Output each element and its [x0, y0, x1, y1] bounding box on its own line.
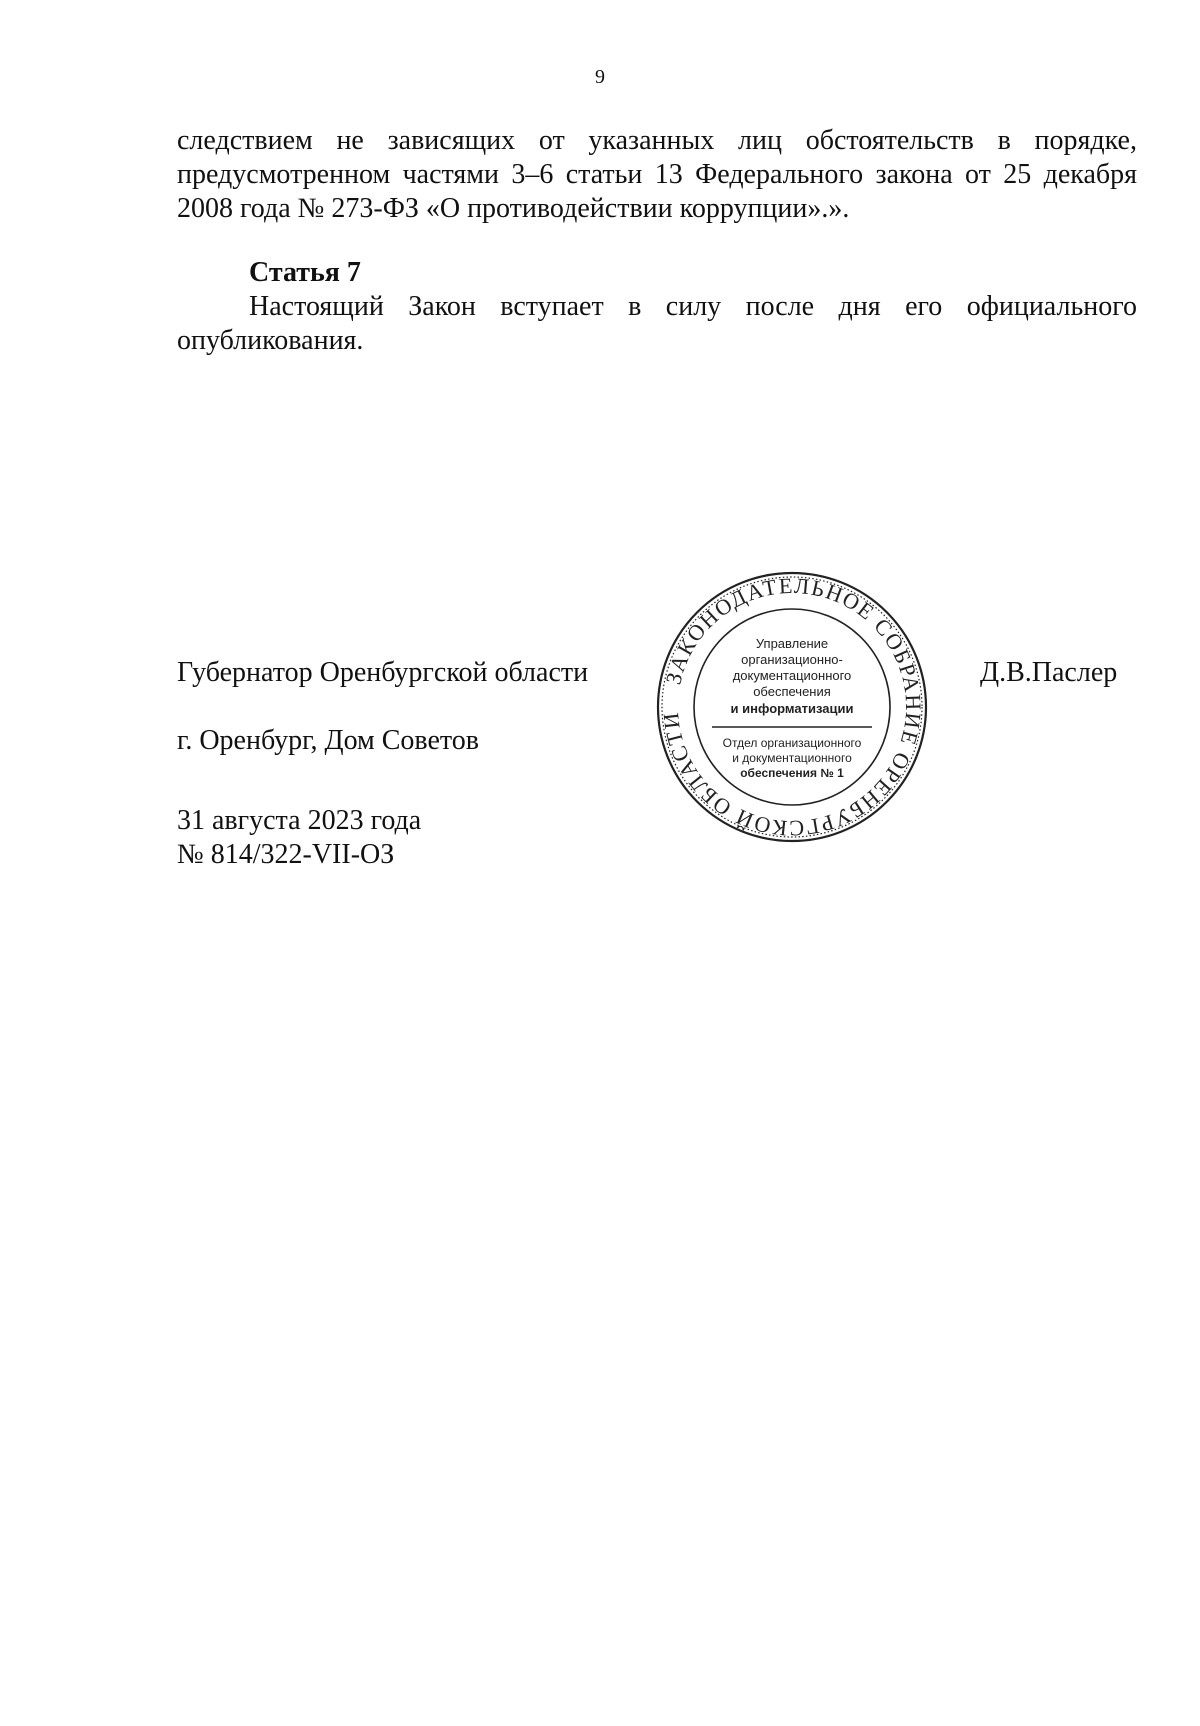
- seal-graphic: [652, 567, 932, 847]
- official-seal: [652, 567, 932, 847]
- paragraph-article-7: Настоящий Закон вступает в силу после дня его официального опубликования.: [177, 291, 1137, 356]
- governor-title: Губернатор Оренбургской области: [177, 657, 589, 688]
- signing-date: 31 августа 2023 года: [177, 805, 422, 836]
- seal-lower-line-2: и документационного: [732, 751, 852, 765]
- seal-lower-line-1: Отдел организационного: [722, 736, 862, 750]
- seal-center-line-4: обеспечения: [753, 684, 831, 699]
- seal-lower-line-3: обеспечения № 1: [740, 766, 844, 780]
- page-number: 9: [595, 66, 605, 88]
- paragraph-continuation: следствием не зависящих от указанных лиц обстоятельств в порядке, предусмотренном частями 3–6 статьи 13 Федерального закона от 25 декабря 2008 года № 273-ФЗ «О противодействии коррупции».».: [177, 125, 1137, 224]
- article-heading: Статья 7: [249, 257, 361, 288]
- governor-name: Д.В.Паслер: [980, 657, 1118, 688]
- law-number: № 814/322-VII-ОЗ: [177, 839, 395, 870]
- seal-ring-text-path: ЗАКОНОДАТЕЛЬНОЕ СОБРАНИЕ ОРЕНБУРГСКОЙ ОБЛАСТИ: [657, 572, 927, 842]
- seal-center-line-5: и информатизации: [730, 701, 854, 716]
- seal-center-line-2: организационно-: [741, 652, 843, 667]
- seal-center-line-1: Управление: [755, 636, 829, 651]
- seal-center-line-3: документационного: [732, 668, 852, 683]
- signing-place: г. Оренбург, Дом Советов: [177, 725, 479, 756]
